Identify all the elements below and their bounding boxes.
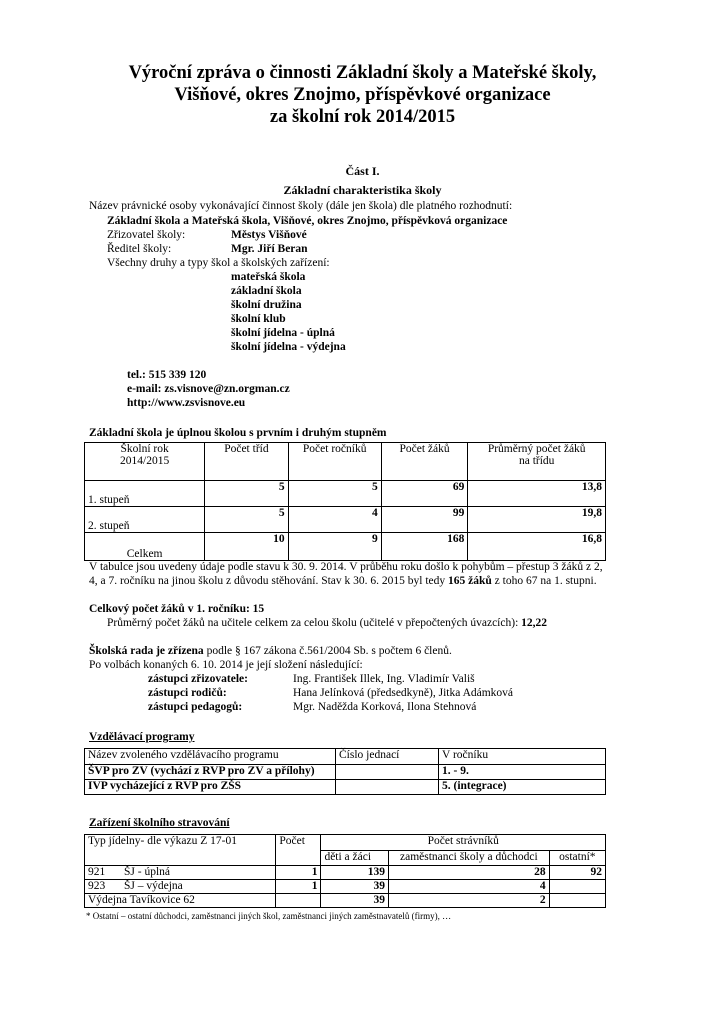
header-text: na třídu <box>518 455 555 467</box>
school-type-item: mateřská škola <box>231 271 306 283</box>
note-highlight: 165 žáků <box>448 575 492 587</box>
council-role: zástupci rodičů: <box>148 687 227 699</box>
title-line-2: Višňové, okres Znojmo, příspěvkové organizace <box>174 85 551 105</box>
school-type-item: školní jídelna - úplná <box>231 327 335 339</box>
council-role: zástupci zřizovatele: <box>148 673 248 685</box>
table-row <box>85 765 606 780</box>
school-type-item: základní škola <box>231 285 302 297</box>
cell-pupils: 168 <box>381 533 468 561</box>
table-header-cell <box>468 443 606 481</box>
cell-avg: 13,8 <box>468 481 606 507</box>
council-heading-bold: Školská rada je zřízena <box>89 645 204 657</box>
catering-table <box>84 834 606 908</box>
title-line-1: Výroční zpráva o činnosti Základní školy a Mateřské školy, <box>128 63 597 83</box>
program-grade: 5. (integrace) <box>439 780 606 795</box>
canteen-code: 921 <box>88 866 106 878</box>
note-line-2 <box>89 575 597 587</box>
school-stats-table <box>84 442 606 561</box>
header-text: Školní rok <box>120 443 169 455</box>
cell-classes: 5 <box>205 481 288 507</box>
table-header-row <box>85 749 606 765</box>
table-header-cell: zaměstnanci školy a důchodci <box>388 851 549 866</box>
council-heading <box>89 645 452 657</box>
note-line-1: V tabulce jsou uvedeny údaje podle stavu k 30. 9. 2014. V průběhu roku došlo k pohybům – přestup 3 žáků z 2, <box>89 561 603 573</box>
diners-other <box>549 894 605 908</box>
table-header-cell: Počet ročníků <box>288 443 381 481</box>
school-type-item: školní klub <box>231 313 286 325</box>
table-row-total <box>85 533 606 561</box>
diners-staff: 28 <box>388 866 549 880</box>
row-label: 1. stupeň <box>85 481 205 507</box>
canteen-type <box>85 880 276 894</box>
cell-avg: 16,8 <box>468 533 606 561</box>
table-row <box>85 481 606 507</box>
council-elections: Po volbách konaných 6. 10. 2014 je její složení následující: <box>89 659 363 671</box>
council-names: Ing. František Illek, Ing. Vladimír Vališ <box>293 673 475 685</box>
row-label: Celkem <box>85 533 205 561</box>
catering-heading: Zařízení školního stravování <box>89 817 230 829</box>
canteen-count: 1 <box>276 866 321 880</box>
diners-staff: 4 <box>388 880 549 894</box>
table-header-cell: Počet <box>276 835 321 866</box>
table-header-cell: V ročníku <box>439 749 606 765</box>
diners-kids: 39 <box>321 880 389 894</box>
row-label: 2. stupeň <box>85 507 205 533</box>
contact-phone: tel.: 515 339 120 <box>127 369 207 381</box>
table-header-row <box>85 835 606 851</box>
table-header-cell <box>85 443 205 481</box>
cell-grades: 5 <box>288 481 381 507</box>
note-text: 4, a 7. ročníku na jinou školu z důvodu stěhování. Stav k 30. 6. 2015 byl tedy <box>89 575 449 587</box>
header-text: 2014/2015 <box>120 455 170 467</box>
council-role: zástupci pedagogů: <box>148 701 243 713</box>
catering-footnote: * Ostatní – ostatní důchodci, zaměstnanci jiných škol, zaměstnanci jiných zaměstnavatelů (firmy), … <box>86 911 452 921</box>
canteen-code: 923 <box>88 880 106 892</box>
table-row <box>85 866 606 880</box>
cell-classes: 5 <box>205 507 288 533</box>
table-header-cell: ostatní* <box>549 851 605 866</box>
cell-grades: 9 <box>288 533 381 561</box>
table-row <box>85 780 606 795</box>
diners-kids: 139 <box>321 866 389 880</box>
canteen-name: ŠJ – výdejna <box>124 880 183 892</box>
school-type-item: školní družina <box>231 299 302 311</box>
program-ref <box>336 780 439 795</box>
ratio-label: Průměrný počet žáků na učitele celkem za celou školu (učitelé v přepočtených úvazcích): <box>107 617 522 629</box>
table-row <box>85 880 606 894</box>
school-table-caption: Základní škola je úplnou školou s prvním i druhým stupněm <box>89 427 387 439</box>
programs-table <box>84 748 606 795</box>
part-heading: Část I. <box>345 164 380 178</box>
director-value: Mgr. Jiří Beran <box>231 243 308 255</box>
program-grade: 1. - 9. <box>439 765 606 780</box>
program-ref <box>336 765 439 780</box>
diners-staff: 2 <box>388 894 549 908</box>
contact-email[interactable]: e-mail: zs.visnove@zn.orgman.cz <box>127 383 290 395</box>
cell-avg: 19,8 <box>468 507 606 533</box>
table-row <box>85 894 606 908</box>
school-types-label: Všechny druhy a typy škol a školských zařízení: <box>107 257 330 269</box>
table-row <box>85 507 606 533</box>
part-subheading: Základní charakteristika školy <box>283 183 442 197</box>
canteen-type <box>85 866 276 880</box>
school-type-item: školní jídelna - výdejna <box>231 341 346 353</box>
title-line-3: za školní rok 2014/2015 <box>269 107 456 127</box>
table-header-cell: Typ jídelny- dle výkazu Z 17-01 <box>85 835 276 866</box>
founder-value: Městys Višňové <box>231 229 307 241</box>
note-text: z toho 67 na 1. stupni. <box>491 575 597 587</box>
canteen-name: Výdejna Tavíkovice 62 <box>88 894 195 906</box>
legal-name-label: Název právnické osoby vykonávající činnost školy (dále jen škola) dle platného rozhodnutí: <box>89 200 513 212</box>
table-header-cell: Počet žáků <box>381 443 468 481</box>
cell-pupils: 69 <box>381 481 468 507</box>
director-label: Ředitel školy: <box>107 243 172 255</box>
table-header-cell: Počet strávníků <box>321 835 606 851</box>
header-text: Průměrný počet žáků <box>487 443 586 455</box>
table-header-row <box>85 443 606 481</box>
council-names: Hana Jelínková (předsedkyně), Jitka Adámková <box>293 687 514 699</box>
council-names: Mgr. Naděžda Korková, Ilona Stehnová <box>293 701 477 713</box>
table-header-cell: Číslo jednací <box>336 749 439 765</box>
canteen-count: 1 <box>276 880 321 894</box>
diners-kids: 39 <box>321 894 389 908</box>
table-header-cell: děti a žáci <box>321 851 389 866</box>
program-name: ŠVP pro ZV (vychází z RVP pro ZV a přílohy) <box>85 765 336 780</box>
ratio-value: 12,22 <box>521 617 548 629</box>
founder-label: Zřizovatel školy: <box>107 229 186 241</box>
council-heading-rest: podle § 167 zákona č.561/2004 Sb. s počtem 6 členů. <box>203 645 452 657</box>
teacher-ratio <box>107 617 547 629</box>
canteen-count <box>276 894 321 908</box>
canteen-name: ŠJ - úplná <box>124 866 170 878</box>
legal-name: Základní škola a Mateřská škola, Višňové, okres Znojmo, příspěvková organizace <box>107 215 508 227</box>
contact-web[interactable]: http://www.zsvisnove.eu <box>127 397 246 409</box>
table-header-cell: Počet tříd <box>205 443 288 481</box>
canteen-type <box>85 894 276 908</box>
first-grade-total: Celkový počet žáků v 1. ročníku: 15 <box>89 603 265 615</box>
programs-heading: Vzdělávací programy <box>89 731 195 743</box>
table-header-cell: Název zvoleného vzdělávacího programu <box>85 749 336 765</box>
document-title <box>0 62 725 128</box>
cell-grades: 4 <box>288 507 381 533</box>
cell-pupils: 99 <box>381 507 468 533</box>
program-name: IVP vycházející z RVP pro ZŠS <box>85 780 336 795</box>
diners-other <box>549 880 605 894</box>
cell-classes: 10 <box>205 533 288 561</box>
diners-other: 92 <box>549 866 605 880</box>
